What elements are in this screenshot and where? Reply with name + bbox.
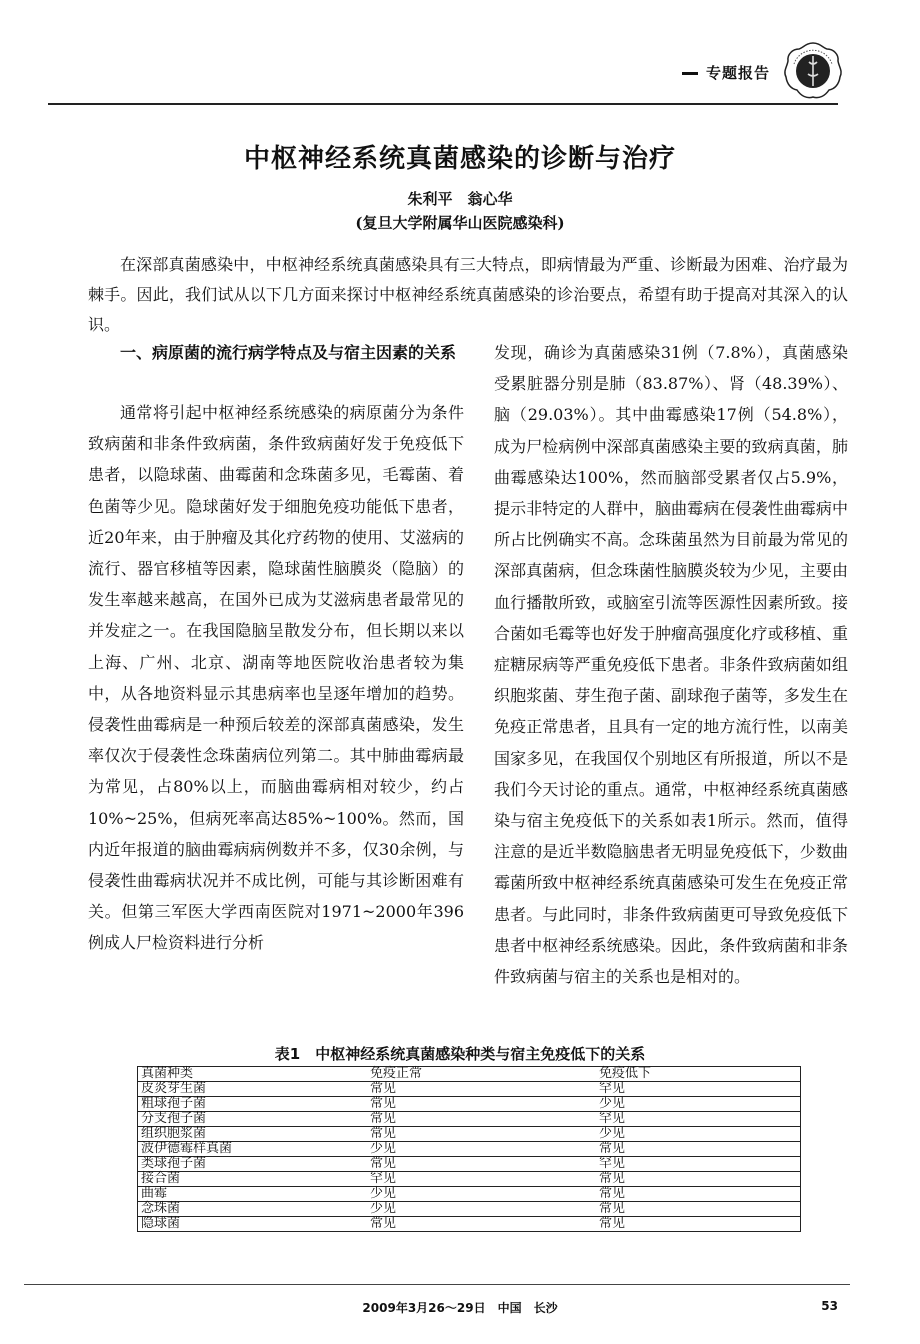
immune-normal-cell: 罕见 <box>367 1172 596 1187</box>
conference-seal-icon <box>782 40 844 102</box>
immune-low-cell: 少见 <box>596 1097 801 1112</box>
fungus-species-cell: 波伊德霉样真菌 <box>138 1142 368 1157</box>
body-paragraph-right: 发现，确诊为真菌感染31例（7.8%），真菌感染受累脏器分别是肺（83.87%）、肾（48.39%）、脑（29.03%）。其中曲霉感染17例（54.8%），成为尸检病例中深部真菌感染主要的致病真菌，肺曲霉感染达100%，然而脑部受累者仅占5.9%，提示非特定的人群中，脑曲霉病在侵袭性曲霉病中所占比例确实不高。念珠菌虽然为目前最为常见的深部真菌病，但念珠菌性脑膜炎较为少见，主要由血行播散所致，或脑室引流等医源性因素所致。接合菌如毛霉等也好发于肿瘤高强度化疗或移植、重症糖尿病等严重免疫低下患者。非条件致病菌如组织胞浆菌、芽生孢子菌、副球孢子菌等，多发生在免疫正常患者，且具有一定的地方流行性，以南美国家多见，在我国仅个别地区有所报道，所以不是我们今天讨论的重点。通常，中枢神经系统真菌感染与宿主免疫低下的关系如表1所示。然而，值得注意的是近半数隐脑患者无明显免疫低下，少数曲霉菌所致中枢神经系统真菌感染可发生在免疫正常患者。与此同时，非条件致病菌更可导致免疫低下患者中枢神经系统感染。因此，条件致病菌和非条件致病菌与宿主的关系也是相对的。 <box>494 343 848 987</box>
fungus-species-cell: 分支孢子菌 <box>138 1112 368 1127</box>
immune-normal-cell: 常见 <box>367 1097 596 1112</box>
table-row <box>138 1187 801 1202</box>
table-row <box>138 1112 801 1127</box>
immune-normal-cell: 常见 <box>367 1082 596 1097</box>
page-header <box>0 0 920 110</box>
header-dash <box>682 72 698 75</box>
section-heading: 一、病原菌的流行病学特点及与宿主因素的关系 <box>120 343 457 362</box>
immune-normal-cell: 常见 <box>367 1217 596 1232</box>
table-caption: 表1 中枢神经系统真菌感染种类与宿主免疫低下的关系 <box>274 1045 646 1063</box>
immune-normal-cell: 少见 <box>367 1142 596 1157</box>
fungus-species-cell: 念珠菌 <box>138 1202 368 1217</box>
table-header-cell: 免疫低下 <box>596 1067 801 1082</box>
article-authors: 朱利平 翁心华 <box>407 190 513 208</box>
immune-low-cell: 常见 <box>596 1187 801 1202</box>
immune-normal-cell: 常见 <box>367 1127 596 1142</box>
header-rule <box>48 103 838 105</box>
immune-low-cell: 少见 <box>596 1127 801 1142</box>
immune-low-cell: 常见 <box>596 1202 801 1217</box>
fungi-table <box>137 1066 801 1232</box>
article-title: 中枢神经系统真菌感染的诊断与治疗 <box>243 144 676 174</box>
fungus-species-cell: 皮炎芽生菌 <box>138 1082 368 1097</box>
table-row <box>138 1127 801 1142</box>
immune-low-cell: 罕见 <box>596 1157 801 1172</box>
intro-paragraph: 在深部真菌感染中，中枢神经系统真菌感染具有三大特点，即病情最为严重、诊断最为困难、治疗最为棘手。因此，我们试从以下几方面来探讨中枢神经系统真菌感染的诊治要点，希望有助于提高对其深入的认识。 <box>88 255 848 334</box>
footer-rule <box>24 1284 850 1285</box>
immune-normal-cell: 少见 <box>367 1187 596 1202</box>
fungus-species-cell: 组织胞浆菌 <box>138 1127 368 1142</box>
table-row <box>138 1172 801 1187</box>
section-label <box>682 62 770 83</box>
immune-low-cell: 罕见 <box>596 1082 801 1097</box>
table-header-row <box>138 1067 801 1082</box>
table-row <box>138 1157 801 1172</box>
article-affiliation: (复旦大学附属华山医院感染科) <box>355 214 565 232</box>
body-paragraph-left: 通常将引起中枢神经系统感染的病原菌分为条件致病菌和非条件致病菌，条件致病菌好发于免疫低下患者，以隐球菌、曲霉菌和念珠菌多见，毛霉菌、着色菌等少见。隐球菌好发于细胞免疫功能低下患者，近20年来，由于肿瘤及其化疗药物的使用、艾滋病的流行、器官移植等因素，隐球菌性脑膜炎（隐脑）的发生率越来越高，在国外已成为艾滋病患者最常见的并发症之一。在我国隐脑呈散发分布，但长期以来以上海、广州、北京、湖南等地医院收治患者较为集中，从各地资料显示其患病率也呈逐年增加的趋势。侵袭性曲霉病是一种预后较差的深部真菌感染，发生率仅次于侵袭性念珠菌病位列第二。其中肺曲霉病最为常见，占80%以上，而脑曲霉病相对较少，约占10%~25%，但病死率高达85%~100%。然而，国内近年报道的脑曲霉病病例数并不多，仅30余例，与侵袭性曲霉病状况并不成比例，可能与其诊断困难有关。但第三军医大学西南医院对1971~2000年396例成人尸检资料进行分析 <box>88 403 464 953</box>
fungus-species-cell: 隐球菌 <box>138 1217 368 1232</box>
immune-normal-cell: 少见 <box>367 1202 596 1217</box>
table-row <box>138 1142 801 1157</box>
immune-normal-cell: 常见 <box>367 1112 596 1127</box>
table-header-cell: 真菌种类 <box>138 1067 368 1082</box>
section-label-text: 专题报告 <box>705 64 770 82</box>
right-column <box>494 337 848 992</box>
page-number: 53 <box>821 1299 838 1313</box>
fungus-species-cell: 类球孢子菌 <box>138 1157 368 1172</box>
table-row <box>138 1097 801 1112</box>
table-row <box>138 1202 801 1217</box>
immune-low-cell: 常见 <box>596 1172 801 1187</box>
fungus-species-cell: 曲霉 <box>138 1187 368 1202</box>
immune-normal-cell: 常见 <box>367 1157 596 1172</box>
table-row <box>138 1217 801 1232</box>
immune-low-cell: 罕见 <box>596 1112 801 1127</box>
fungus-species-cell: 接合菌 <box>138 1172 368 1187</box>
immune-low-cell: 常见 <box>596 1142 801 1157</box>
table-row <box>138 1082 801 1097</box>
table-header-cell: 免疫正常 <box>367 1067 596 1082</box>
footer-date-location: 2009年3月26～29日 中国 长沙 <box>362 1301 558 1315</box>
fungus-species-cell: 粗球孢子菌 <box>138 1097 368 1112</box>
immune-low-cell: 常见 <box>596 1217 801 1232</box>
left-column <box>88 337 464 959</box>
